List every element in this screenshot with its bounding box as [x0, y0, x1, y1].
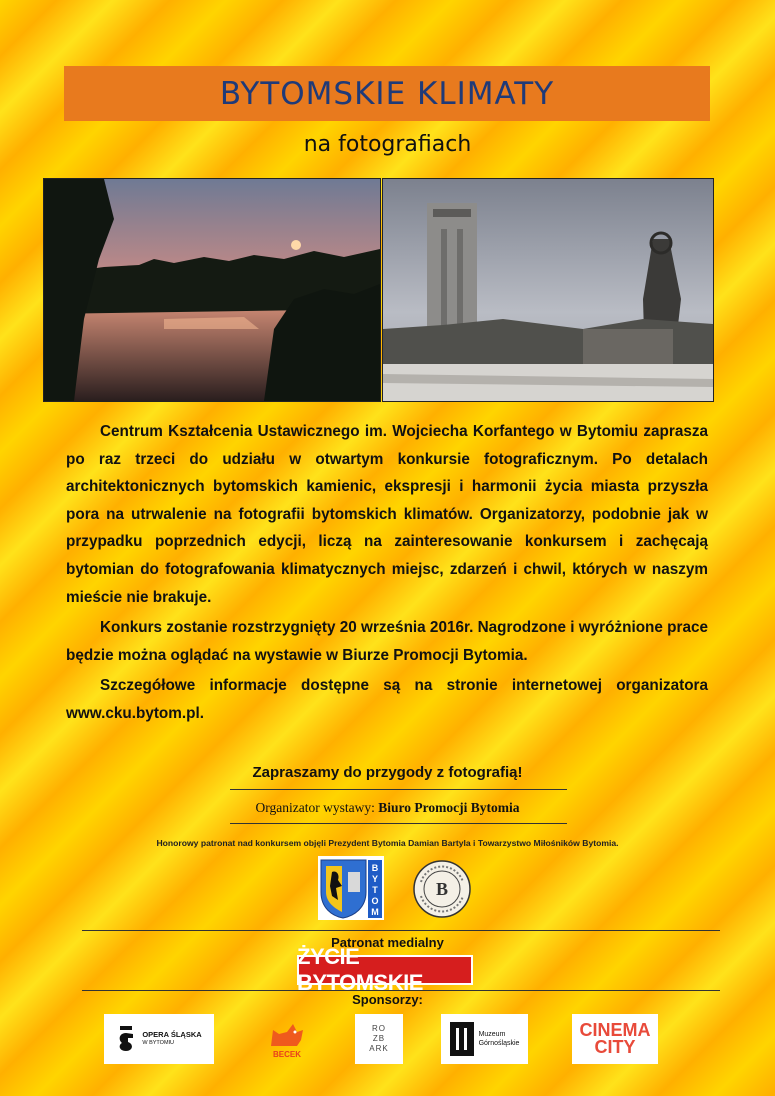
poster-title: BYTOMSKIE KLIMATY — [219, 75, 555, 112]
media-partner-name: ŻYCIE BYTOMSKIE — [297, 944, 423, 995]
body-paragraph-2: Konkurs zostanie rozstrzygnięty 20 września 2016r. Nagrodzone i wyróżnione prace będzie można oglądać na wystawie w Biurze Promocji Bytomia. — [66, 619, 708, 664]
muzeum-line-1: Muzeum — [478, 1031, 506, 1038]
body-paragraph-3: Szczegółowe informacje dostępne są na stronie internetowej organizatora www.cku.bytom.pl. — [66, 677, 708, 722]
cinema-city-logo — [572, 1014, 658, 1064]
cinema-line-2: CITY — [594, 1037, 636, 1057]
bytom-crest-logo — [318, 856, 384, 920]
zycie-bytomskie-logo — [297, 944, 473, 995]
title-bar — [64, 66, 710, 121]
sponsors-label: Sponsorzy: — [352, 992, 423, 1007]
rozbark-line-1: RO — [371, 1024, 386, 1033]
poster-subtitle: na fotografiach — [303, 132, 472, 157]
divider — [82, 930, 720, 931]
rozbark-line-2: ZB — [372, 1034, 386, 1043]
svg-text:B: B — [371, 863, 379, 873]
mine-tower-photo — [382, 178, 714, 402]
body-paragraph-1: Centrum Kształcenia Ustawicznego im. Wojciecha Korfantego w Bytomiu zaprasza po raz trzeci do udziału w otwartym konkursie fotograficznym. Po detalach architektonicznych bytomskich kamienic, ekspresji i harmonii życia miasta przyszła pora na utrwalenie na fotografii bytomskich klimatów. Organizatorzy, podobnie jak w przypadku poprzednich edycji, liczą na zainteresowanie konkursem i zachęcają bytomian do fotografowania klimatycznych miejsc, zdarzeń i chwil, których w naszym mieście nie brakuje. — [66, 423, 708, 606]
organizer-name: Biuro Promocji Bytomia — [378, 800, 520, 815]
sunset-lake-photo — [43, 178, 381, 402]
body-text — [66, 418, 708, 731]
rozbark-logo — [355, 1014, 403, 1064]
organizer-line — [0, 800, 775, 816]
muzeum-gornoslaskie-logo — [441, 1014, 528, 1064]
svg-text:O: O — [371, 896, 379, 906]
svg-text:M: M — [371, 907, 379, 917]
divider — [230, 789, 567, 790]
invite-text: Zapraszamy do przygody z fotografią! — [252, 764, 523, 781]
svg-text:B: B — [435, 879, 449, 899]
svg-text:Y: Y — [371, 874, 379, 884]
opera-city: W BYTOMIU — [142, 1040, 175, 1046]
becek-logo — [263, 1014, 311, 1064]
muzeum-line-2: Górnośląskie — [478, 1040, 520, 1047]
society-seal-logo — [413, 860, 471, 918]
rozbark-line-3: ARK — [369, 1044, 389, 1053]
organizer-label: Organizator wystawy: — [255, 800, 375, 815]
becek-name: BECEK — [272, 1049, 301, 1059]
svg-text:T: T — [372, 885, 378, 895]
opera-name: OPERA ŚLĄSKA — [142, 1030, 202, 1039]
divider — [230, 823, 567, 824]
patronage-text: Honorowy patronat nad konkursem objęli Prezydent Bytomia Damian Bartyla i Towarzystwo Miłośników Bytomia. — [156, 838, 619, 848]
media-patron-label: Patronat medialny — [331, 935, 444, 950]
opera-slaska-logo — [104, 1014, 214, 1064]
cinema-line-1: CINEMA — [579, 1020, 651, 1040]
divider — [82, 990, 720, 991]
